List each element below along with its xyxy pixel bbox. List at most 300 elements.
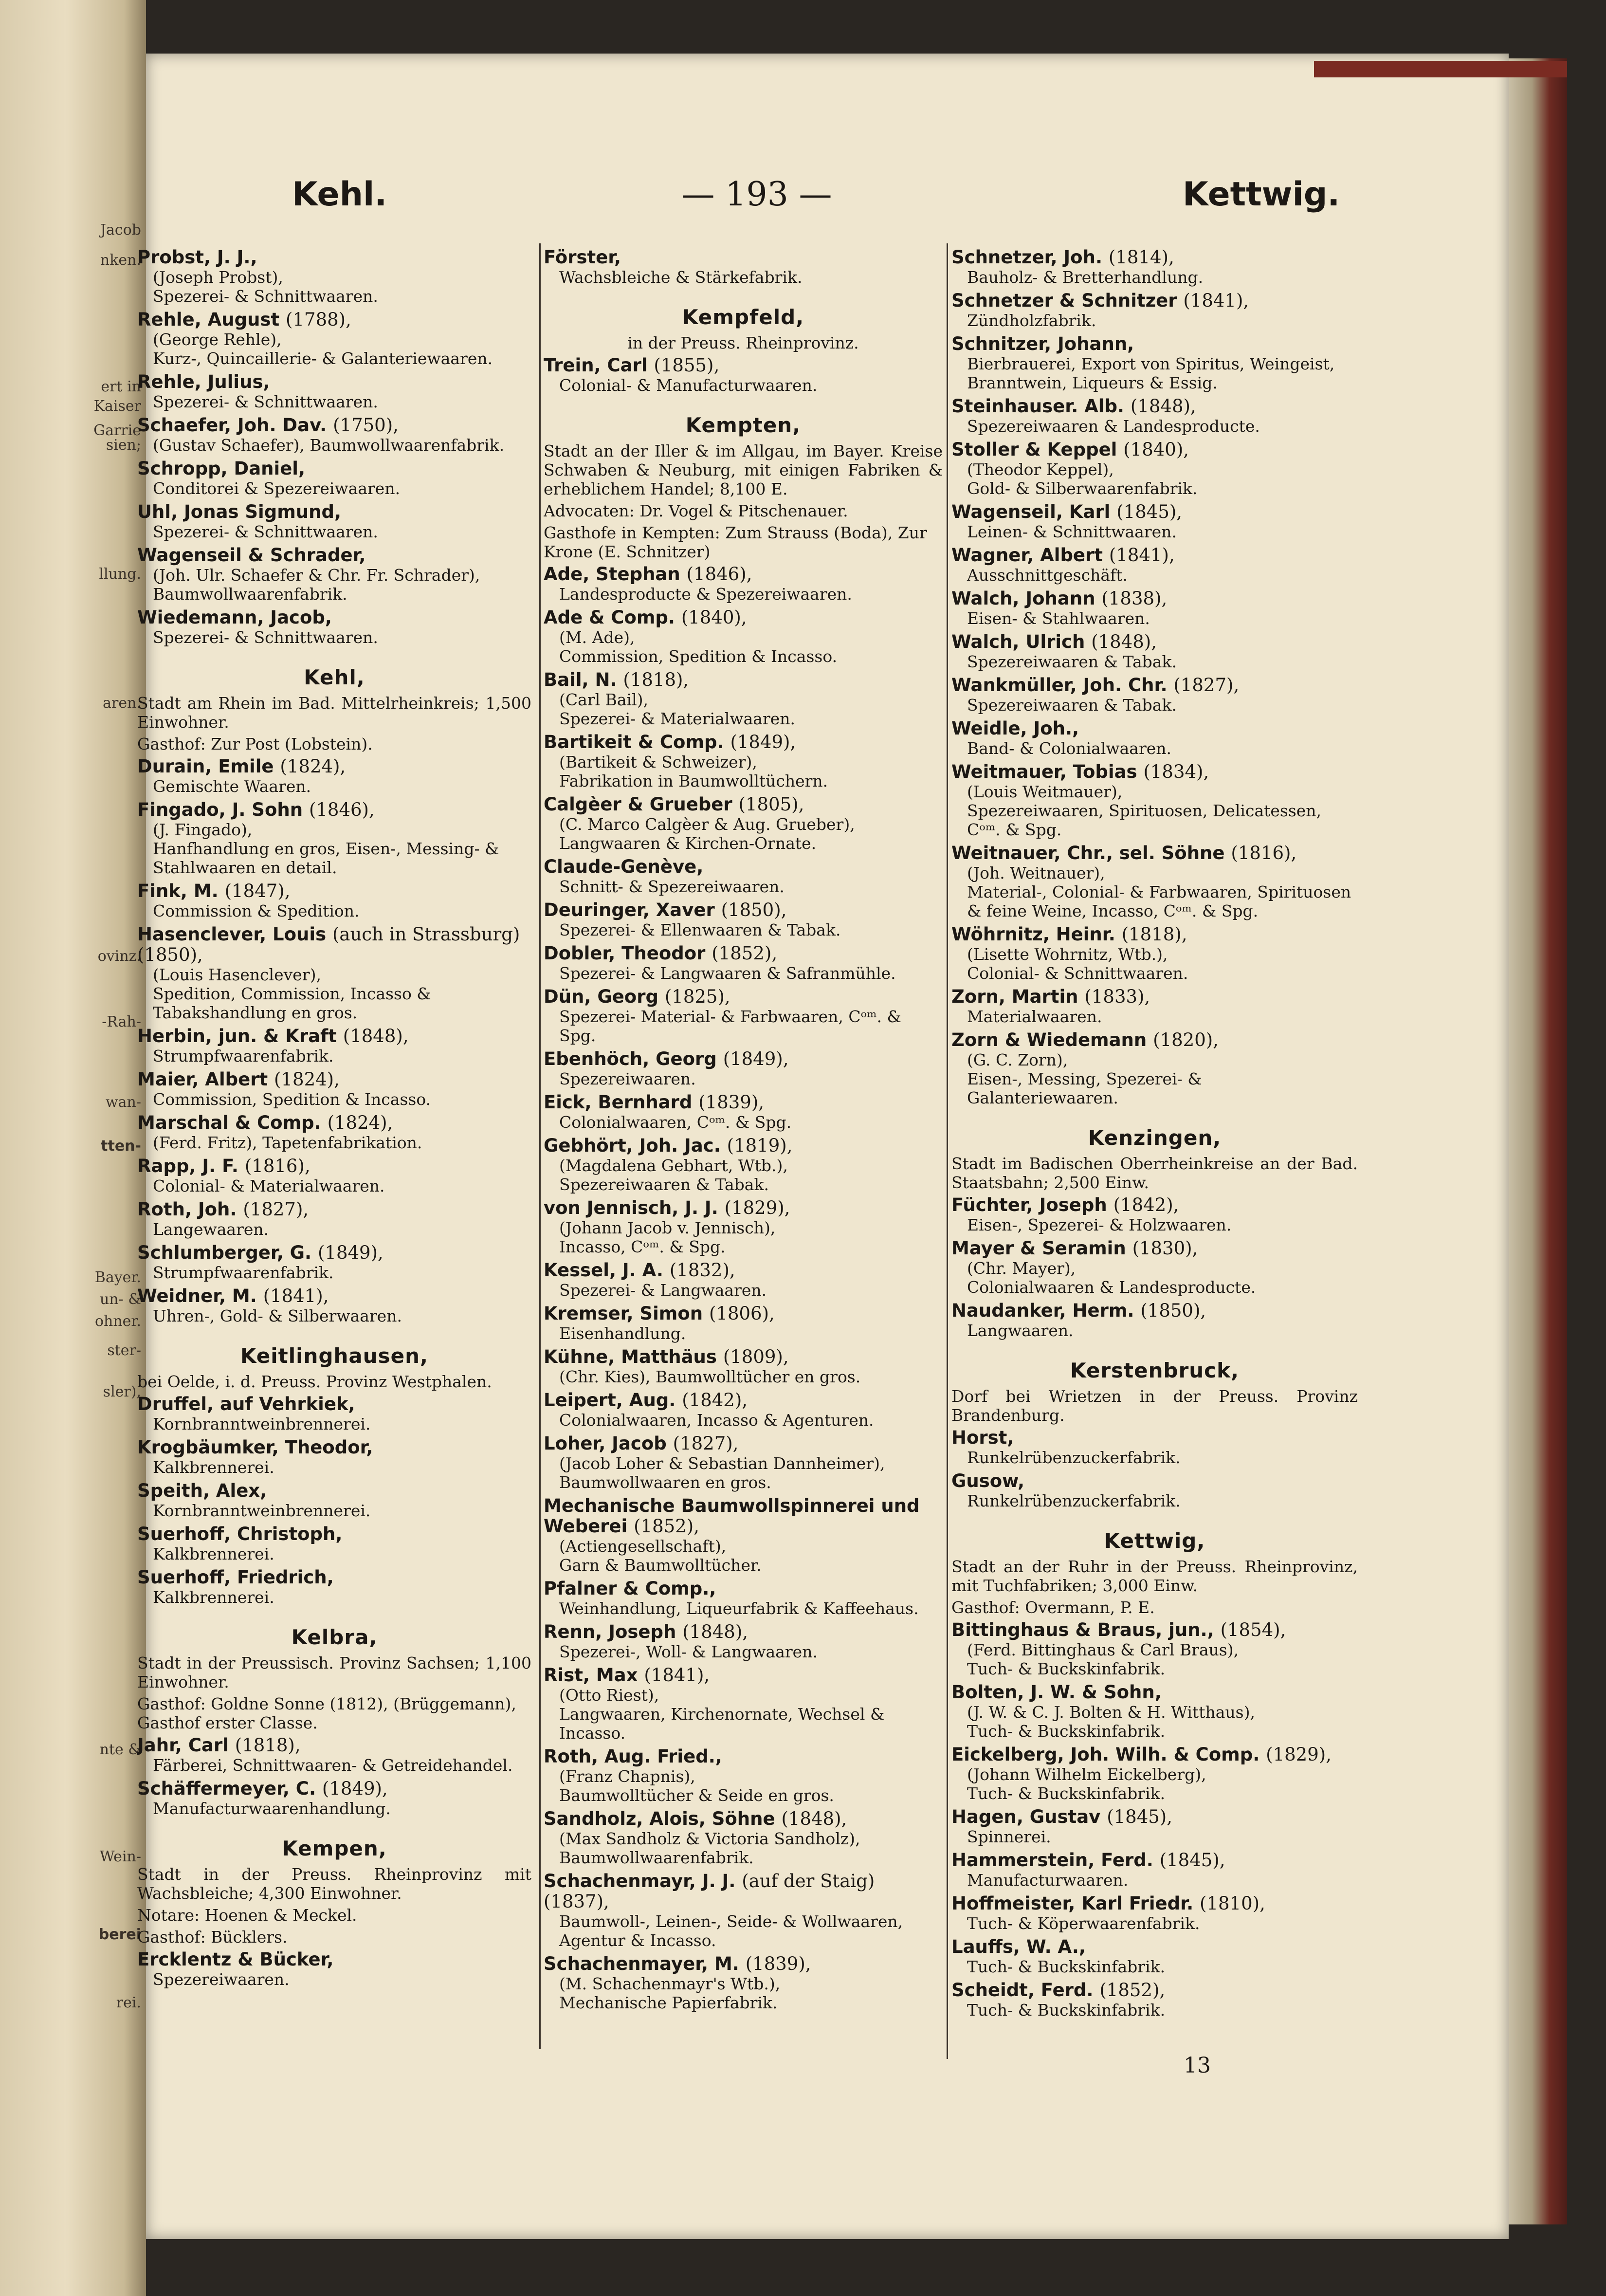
left-page-fragment: Wein- — [99, 1848, 141, 1865]
firm-name: Rist, Max — [544, 1665, 638, 1686]
firm-year: (1842), — [1113, 1194, 1179, 1215]
firm-year: (1849), — [723, 1048, 789, 1069]
firm-year: (1827), — [673, 1433, 739, 1454]
firm-year: (1840), — [1123, 439, 1189, 460]
firm-name-line — [137, 756, 531, 777]
directory-entry — [951, 1745, 1358, 1803]
firm-name-line — [951, 1980, 1358, 2001]
firm-detail: (M. Schachenmayr's Wtb.), — [559, 1974, 781, 1993]
firm-name-line — [544, 1260, 943, 1281]
firm-detail: Spezerei- & Schnittwaaren. — [153, 392, 378, 411]
firm-name: Schropp, Daniel, — [137, 458, 306, 479]
directory-entry — [951, 1428, 1358, 1467]
directory-entry — [544, 794, 943, 853]
firm-year: (1818), — [623, 669, 689, 690]
firm-name: Leipert, Aug. — [544, 1390, 676, 1411]
firm-name-line — [137, 247, 531, 268]
firm-name: Schachenmayr, J. J. — [544, 1871, 736, 1892]
firm-name: Suerhoff, Christoph, — [137, 1524, 343, 1544]
firm-detail: Eisen-, Spezerei- & Holzwaaren. — [967, 1215, 1232, 1234]
firm-detail: Strumpfwaarenfabrik. — [153, 1047, 334, 1065]
firm-detail: Zündholzfabrik. — [967, 311, 1096, 330]
directory-entry — [137, 502, 531, 541]
directory-entry — [137, 881, 531, 920]
firm-name-line — [544, 1049, 943, 1069]
place-heading-keitlinghausen: Keitlinghausen, — [240, 1344, 428, 1368]
firm-detail: Baumwollwaarenfabrik. — [559, 1848, 754, 1867]
firm-name-line — [544, 1954, 943, 1974]
firm-name: Zorn, Martin — [951, 986, 1078, 1007]
firm-detail: Kurz-, Quincaillerie- & Galanteriewaaren. — [153, 349, 493, 368]
firm-name-line — [951, 1301, 1358, 1321]
firm-detail: Spezerei- & Langwaaren & Safranmühle. — [559, 964, 896, 983]
firm-name-line — [951, 762, 1358, 782]
firm-detail: Spezerei- & Langwaaren. — [559, 1281, 767, 1300]
directory-entry — [544, 1198, 943, 1256]
left-page-fragment: wan- — [105, 1094, 141, 1111]
firm-detail: Tuch- & Buckskinfabrik. — [967, 2001, 1166, 2020]
directory-entry — [951, 843, 1358, 920]
firm-detail: Baumwoll-, Leinen-, Seide- & Wollwaaren, Agentur & Incasso. — [559, 1912, 903, 1950]
firm-year: (1850), — [1140, 1300, 1206, 1321]
firm-detail: Incasso, Cᵒᵐ. & Spg. — [559, 1237, 726, 1256]
firm-name-line — [951, 675, 1358, 696]
firm-detail: Materialwaaren. — [967, 1007, 1102, 1026]
firm-name-line — [951, 396, 1358, 417]
running-head-left: Kehl. — [292, 175, 387, 214]
firm-year: (1839), — [698, 1092, 765, 1113]
firm-name-line — [951, 1937, 1358, 1957]
firm-name: Fink, M. — [137, 881, 219, 901]
firm-detail: Garn & Baumwolltücher. — [559, 1556, 762, 1575]
left-page-fragment: sler), — [103, 1383, 141, 1400]
firm-year: (1841), — [1183, 290, 1249, 311]
firm-name: Bittinghaus & Braus, jun., — [951, 1619, 1214, 1640]
firm-name-line — [951, 247, 1358, 268]
firm-year: (1829), — [724, 1197, 790, 1218]
firm-name: Jahr, Carl — [137, 1735, 229, 1756]
firm-year: (1750), — [333, 415, 399, 436]
directory-entry — [137, 1156, 531, 1195]
left-page-fragment: nken. — [100, 252, 141, 269]
firm-name: Weidle, Joh., — [951, 718, 1079, 739]
firm-detail: Band- & Colonialwaaren. — [967, 739, 1172, 758]
firm-year: (1806), — [709, 1303, 775, 1324]
firm-name: Kremser, Simon — [544, 1303, 703, 1324]
firm-detail: Spinnerei. — [967, 1827, 1051, 1846]
firm-detail: Mechanische Papierfabrik. — [559, 1993, 778, 2012]
signature-mark: 13 — [1184, 2053, 1211, 2078]
firm-detail: Spedition, Commission, Incasso & Tabakshandlung en gros. — [153, 984, 431, 1022]
firm-detail: Spezereiwaaren & Tabak. — [967, 652, 1177, 671]
directory-entry — [137, 1113, 531, 1152]
firm-name-line — [951, 1620, 1358, 1640]
firm-name-line — [137, 415, 531, 436]
firm-detail: Colonialwaaren & Landesproducte. — [967, 1278, 1256, 1297]
firm-year: (1810), — [1200, 1893, 1265, 1914]
firm-name-line — [544, 1871, 943, 1912]
firm-name: Scheidt, Ferd. — [951, 1980, 1094, 2001]
place-description-kehl: Stadt am Rhein im Bad. Mittelrheinkreis; 1,500 Einwohner. — [137, 694, 531, 732]
gasthof-kempen: Gasthof: Bücklers. — [137, 1928, 288, 1947]
gasthofe-kempten: Gasthofe in Kempten: Zum Strauss (Boda), Zur Krone (E. Schnitzer) — [544, 523, 927, 561]
firm-name: Maier, Albert — [137, 1069, 268, 1090]
firm-name-line — [951, 1807, 1358, 1827]
directory-entry — [544, 1347, 943, 1386]
firm-name-line — [544, 1746, 943, 1767]
firm-name: Ercklentz & Bücker, — [137, 1949, 334, 1970]
directory-entry — [951, 1195, 1358, 1234]
firm-detail: (Chr. Kies), Baumwolltücher en gros. — [559, 1367, 861, 1386]
firm-name-line — [137, 459, 531, 479]
firm-detail: (Johann Wilhelm Eickelberg), — [967, 1765, 1206, 1784]
firm-detail: Colonialwaaren, Cᵒᵐ. & Spg. — [559, 1113, 792, 1132]
firm-detail: Fabrikation in Baumwolltüchern. — [559, 771, 828, 790]
directory-entry — [951, 502, 1358, 541]
firm-name: Steinhauser. Alb. — [951, 396, 1124, 417]
directory-entry — [137, 1026, 531, 1065]
firm-detail: (Jacob Loher & Sebastian Dannheimer), — [559, 1454, 885, 1473]
directory-entry — [544, 670, 943, 728]
firm-detail: (Joh. Ulr. Schaefer & Chr. Fr. Schrader), — [153, 566, 480, 585]
firm-name: Eick, Bernhard — [544, 1092, 693, 1113]
directory-entry — [544, 1390, 943, 1430]
place-description-kettwig: Stadt an der Ruhr in der Preuss. Rheinprovinz, mit Tuchfabriken; 3,000 Einw. — [951, 1557, 1358, 1595]
firm-name: Walch, Ulrich — [951, 631, 1085, 652]
firm-detail: Colonial- & Materialwaaren. — [153, 1176, 385, 1195]
directory-entry — [951, 1893, 1358, 1933]
entry-list — [951, 1620, 1358, 2020]
place-description-kempen: Stadt in der Preuss. Rheinprovinz mit Wachsbleiche; 4,300 Einwohner. — [137, 1865, 531, 1903]
firm-name-line — [137, 800, 531, 820]
firm-detail: (George Rehle), — [153, 330, 282, 349]
firm-detail: Weinhandlung, Liqueurfabrik & Kaffeehaus. — [559, 1599, 919, 1618]
left-page-edge — [0, 0, 146, 2296]
directory-entry — [544, 1496, 943, 1575]
firm-name-line — [544, 1390, 943, 1411]
firm-name-line — [951, 1030, 1358, 1050]
left-page-fragment: tten- — [101, 1138, 141, 1155]
directory-entry — [544, 1092, 943, 1132]
firm-name-line — [951, 334, 1358, 354]
left-page-fragment: un- & — [99, 1291, 141, 1308]
firm-detail: Spezereiwaaren & Landesproducte. — [967, 417, 1260, 436]
entry-list — [544, 355, 943, 395]
firm-detail: Eisenhandlung. — [559, 1324, 686, 1343]
firm-detail: (Louis Weitmauer), — [967, 782, 1123, 801]
firm-name-line — [544, 987, 943, 1007]
left-page-fragment: -Rah- — [102, 1013, 141, 1030]
firm-name-line — [137, 1949, 531, 1970]
firm-detail: Kornbranntweinbrennerei. — [153, 1414, 371, 1433]
firm-name-line — [544, 1496, 943, 1537]
firm-detail: (M. Ade), — [559, 628, 635, 647]
column-3 — [951, 247, 1358, 2023]
place-heading-kenzingen: Kenzingen, — [1088, 1126, 1222, 1150]
firm-year: (1824), — [280, 756, 346, 777]
firm-year: (1849), — [322, 1778, 388, 1799]
firm-name: Schaefer, Joh. Dav. — [137, 415, 327, 436]
directory-entry — [137, 310, 531, 368]
firm-name-line — [951, 718, 1358, 739]
firm-name: Wagenseil, Karl — [951, 501, 1111, 522]
firm-detail: Gold- & Silberwaarenfabrik. — [967, 479, 1198, 498]
left-page-fragment: Kaiser — [93, 398, 141, 415]
firm-detail: (Theodor Keppel), — [967, 460, 1114, 479]
firm-year: (1848), — [781, 1808, 847, 1829]
firm-name-line — [137, 372, 531, 392]
directory-entry — [544, 1622, 943, 1661]
firm-detail: (Carl Bail), — [559, 690, 649, 709]
directory-entry — [137, 1524, 531, 1563]
firm-name: Bartikeit & Comp. — [544, 732, 724, 753]
place-description-kempten: Stadt an der Iller & im Allgau, im Bayer. Kreise Schwaben & Neuburg, mit einigen Fabriken & erheblichem Handel; 8,100 E. — [544, 441, 943, 498]
firm-name-line — [544, 732, 943, 753]
firm-name: Fingado, J. Sohn — [137, 799, 303, 820]
firm-year: (1848), — [682, 1621, 748, 1642]
directory-entry — [544, 1746, 943, 1805]
firm-name-line — [951, 1682, 1358, 1703]
left-page-fragment: sien; — [106, 437, 141, 454]
left-page-fragment: llung. — [99, 566, 141, 583]
entry-list — [544, 564, 943, 2012]
firm-name: Suerhoff, Friedrich, — [137, 1567, 334, 1588]
firm-detail: Tuch- & Buckskinfabrik. — [967, 1784, 1166, 1803]
directory-entry — [951, 291, 1358, 330]
firm-year: (1839), — [745, 1953, 811, 1974]
directory-entry — [951, 718, 1358, 758]
gasthof-kelbra: Gasthof: Goldne Sonne (1812), (Brüggemann), Gasthof erster Classe. — [137, 1694, 516, 1732]
firm-name-line — [544, 1665, 943, 1686]
firm-year: (1833), — [1084, 986, 1150, 1007]
firm-name-line — [951, 924, 1358, 945]
firm-year: (1818), — [235, 1735, 301, 1756]
directory-entry — [951, 1980, 1358, 2020]
firm-detail: Uhren-, Gold- & Silberwaaren. — [153, 1306, 402, 1325]
firm-detail: Kalkbrennerei. — [153, 1588, 274, 1607]
firm-detail: (J. W. & C. J. Bolten & H. Witthaus), — [967, 1703, 1255, 1722]
firm-name-line — [544, 1622, 943, 1642]
firm-name: Lauffs, W. A., — [951, 1936, 1086, 1957]
firm-name-line — [951, 1238, 1358, 1259]
firm-name: Trein, Carl — [544, 355, 648, 376]
firm-name: Pfalner & Comp., — [544, 1578, 716, 1599]
firm-name-line — [137, 1735, 531, 1756]
firm-detail: Strumpfwaarenfabrik. — [153, 1263, 334, 1282]
firm-detail: Baumwollwaaren en gros. — [559, 1473, 771, 1492]
firm-detail: Ausschnittgeschäft. — [967, 566, 1128, 585]
column-rule-1 — [539, 243, 541, 2049]
firm-name-line — [951, 987, 1358, 1007]
firm-name-line — [544, 1809, 943, 1829]
firm-detail: (Chr. Mayer), — [967, 1259, 1076, 1278]
firm-name-line — [951, 1850, 1358, 1871]
firm-name-line — [951, 545, 1358, 566]
firm-name: Schnetzer & Schnitzer — [951, 290, 1177, 311]
firm-detail: Spezerei- & Schnittwaaren. — [153, 522, 378, 541]
firm-name: Marschal & Comp. — [137, 1112, 321, 1133]
firm-name: Schnitzer, Johann, — [951, 333, 1134, 354]
firm-year: (1825), — [664, 986, 730, 1007]
firm-year: (1852), — [712, 943, 778, 964]
left-page-fragment: ert in — [101, 378, 141, 395]
directory-entry — [137, 1286, 531, 1325]
firm-detail: Tuch- & Buckskinfabrik. — [967, 1957, 1166, 1976]
firm-year: (1852), — [634, 1516, 699, 1537]
firm-detail: Spezereiwaaren. — [153, 1970, 290, 1989]
firm-name: Ade & Comp. — [544, 607, 675, 628]
place-heading-kempten: Kempten, — [685, 413, 801, 437]
firm-name-line — [544, 607, 943, 628]
firm-name-line — [544, 1347, 943, 1367]
firm-year: (1841), — [1109, 545, 1175, 566]
directory-entry — [544, 1579, 943, 1618]
firm-detail: Spezerei- Material- & Farbwaaren, Cᵒᵐ. & Spg. — [559, 1007, 901, 1045]
directory-entry — [137, 800, 531, 877]
firm-name: Bail, N. — [544, 669, 617, 690]
firm-name-line — [544, 1136, 943, 1156]
firm-name-line — [137, 607, 531, 628]
left-page-fragment: berei — [98, 1926, 141, 1943]
firm-name-line — [544, 1198, 943, 1218]
firm-detail: Eisen- & Stahlwaaren. — [967, 609, 1150, 628]
directory-entry — [137, 415, 531, 455]
firm-name-line — [544, 943, 943, 964]
directory-entry — [951, 1807, 1358, 1846]
directory-entry — [544, 1433, 943, 1492]
left-page-fragment: ster- — [107, 1342, 141, 1359]
firm-name: Naudanker, Herm. — [951, 1300, 1134, 1321]
left-page-fragment: aren. — [103, 695, 141, 712]
place-heading-kempfeld: Kempfeld, — [682, 305, 804, 329]
directory-entry — [951, 396, 1358, 436]
firm-detail: Commission & Spedition. — [153, 901, 360, 920]
firm-name-line — [137, 881, 531, 901]
entry-list — [137, 1735, 531, 1818]
directory-entry — [951, 545, 1358, 585]
firm-name: Kühne, Matthäus — [544, 1346, 717, 1367]
firm-name: Renn, Joseph — [544, 1621, 676, 1642]
left-page-fragment: rei. — [116, 1994, 141, 2011]
firm-name-line — [951, 1428, 1358, 1448]
place-heading-kempen: Kempen, — [282, 1837, 387, 1860]
directory-entry — [544, 1136, 943, 1194]
firm-name: Krogbäumker, Theodor, — [137, 1437, 373, 1458]
firm-name-line — [544, 1579, 943, 1599]
firm-year: (1820), — [1153, 1029, 1219, 1050]
firm-detail: Spezereiwaaren. — [559, 1069, 696, 1088]
firm-detail: (Magdalena Gebhart, Wtb.), — [559, 1156, 788, 1175]
firm-detail: Tuch- & Buckskinfabrik. — [967, 1722, 1166, 1741]
firm-year: (1854), — [1220, 1619, 1286, 1640]
firm-detail: Manufacturwaaren. — [967, 1871, 1129, 1890]
firm-year: (1850), — [721, 900, 787, 920]
directory-entry — [951, 1850, 1358, 1890]
firm-name-line — [137, 1481, 531, 1501]
firm-name: Schachenmayer, M. — [544, 1953, 739, 1974]
entry-list — [544, 247, 943, 287]
firm-year: (1848), — [343, 1026, 409, 1047]
directory-entry — [137, 607, 531, 647]
left-page-fragment: Bayer. — [94, 1269, 141, 1286]
directory-entry — [137, 247, 531, 306]
directory-entry — [544, 1871, 943, 1950]
left-page-fragment: ohner. — [94, 1313, 141, 1330]
firm-year: (1855), — [654, 355, 720, 376]
directory-entry — [544, 1304, 943, 1343]
firm-name: von Jennisch, J. J. — [544, 1197, 718, 1218]
advocaten-kempten: Advocaten: Dr. Vogel & Pitschenauer. — [544, 501, 848, 520]
directory-entry — [951, 1937, 1358, 1976]
firm-year: (1818), — [1121, 924, 1187, 945]
firm-name-line — [951, 1195, 1358, 1215]
directory-entry — [137, 545, 531, 604]
firm-detail: Landesproducte & Spezereiwaaren. — [559, 585, 852, 604]
firm-name: Mechanische Baumwollspinnerei und Weberei — [544, 1495, 920, 1537]
firm-name: Eickelberg, Joh. Wilh. & Comp. — [951, 1744, 1260, 1765]
firm-detail: (Ferd. Bittinghaus & Carl Braus), — [967, 1640, 1239, 1659]
firm-detail: Spezerei- & Ellenwaaren & Tabak. — [559, 920, 841, 939]
column-2 — [544, 247, 943, 2016]
firm-year: (1832), — [669, 1260, 735, 1281]
firm-name-line — [544, 355, 943, 376]
firm-year: (1852), — [1099, 1980, 1166, 2001]
firm-name: Dobler, Theodor — [544, 943, 706, 964]
firm-detail: Bauholz- & Bretterhandlung. — [967, 268, 1204, 287]
entry-list — [951, 1428, 1358, 1510]
firm-detail: Wachsbleiche & Stärkefabrik. — [559, 268, 803, 287]
firm-detail: (Gustav Schaefer), Baumwollwaarenfabrik. — [153, 436, 505, 455]
directory-entry — [137, 459, 531, 498]
directory-entry — [544, 857, 943, 896]
firm-year: (1824), — [327, 1112, 393, 1133]
firm-name-line — [137, 1394, 531, 1414]
firm-year: (1819), — [727, 1135, 793, 1156]
entry-list — [951, 247, 1358, 1107]
firm-year: (1840), — [681, 607, 747, 628]
firm-detail: Spezereiwaaren & Tabak. — [967, 696, 1177, 715]
book-binding — [1509, 58, 1567, 2224]
place-description-kelbra: Stadt in der Preussisch. Provinz Sachsen; 1,100 Einwohner. — [137, 1653, 531, 1691]
firm-detail: Baumwolltücher & Seide en gros. — [559, 1786, 834, 1805]
directory-entry — [544, 564, 943, 604]
firm-name: Probst, J. J., — [137, 247, 257, 268]
firm-name: Weitnauer, Chr., sel. Söhne — [951, 843, 1225, 863]
firm-name-line — [137, 545, 531, 566]
firm-year: (1838), — [1101, 588, 1168, 609]
firm-year: (1788), — [286, 309, 351, 330]
firm-detail: (Ferd. Fritz), Tapetenfabrikation. — [153, 1133, 422, 1152]
firm-detail: Schnitt- & Spezereiwaaren. — [559, 877, 785, 896]
firm-year: (1829), — [1266, 1744, 1332, 1765]
firm-year: (1842), — [682, 1390, 748, 1411]
firm-detail: Baumwollwaarenfabrik. — [153, 585, 347, 604]
firm-name: Claude-Genève, — [544, 856, 704, 877]
firm-name-line — [544, 900, 943, 920]
left-page-fragment: Garrie — [93, 422, 141, 439]
firm-detail: (Joseph Probst), — [153, 268, 283, 287]
running-head-right: Kettwig. — [1183, 175, 1340, 214]
firm-detail: Färberei, Schnittwaaren- & Getreidehandel. — [153, 1756, 513, 1775]
entry-list — [137, 1394, 531, 1607]
firm-name-line — [137, 924, 531, 965]
firm-detail: Kornbranntweinbrennerei. — [153, 1501, 371, 1520]
firm-name-line — [137, 1524, 531, 1544]
firm-year: (auch in Strassburg) (1850), — [137, 924, 520, 965]
firm-name-line — [951, 291, 1358, 311]
firm-year: (1814), — [1108, 247, 1174, 268]
firm-year: (1849), — [730, 732, 796, 753]
